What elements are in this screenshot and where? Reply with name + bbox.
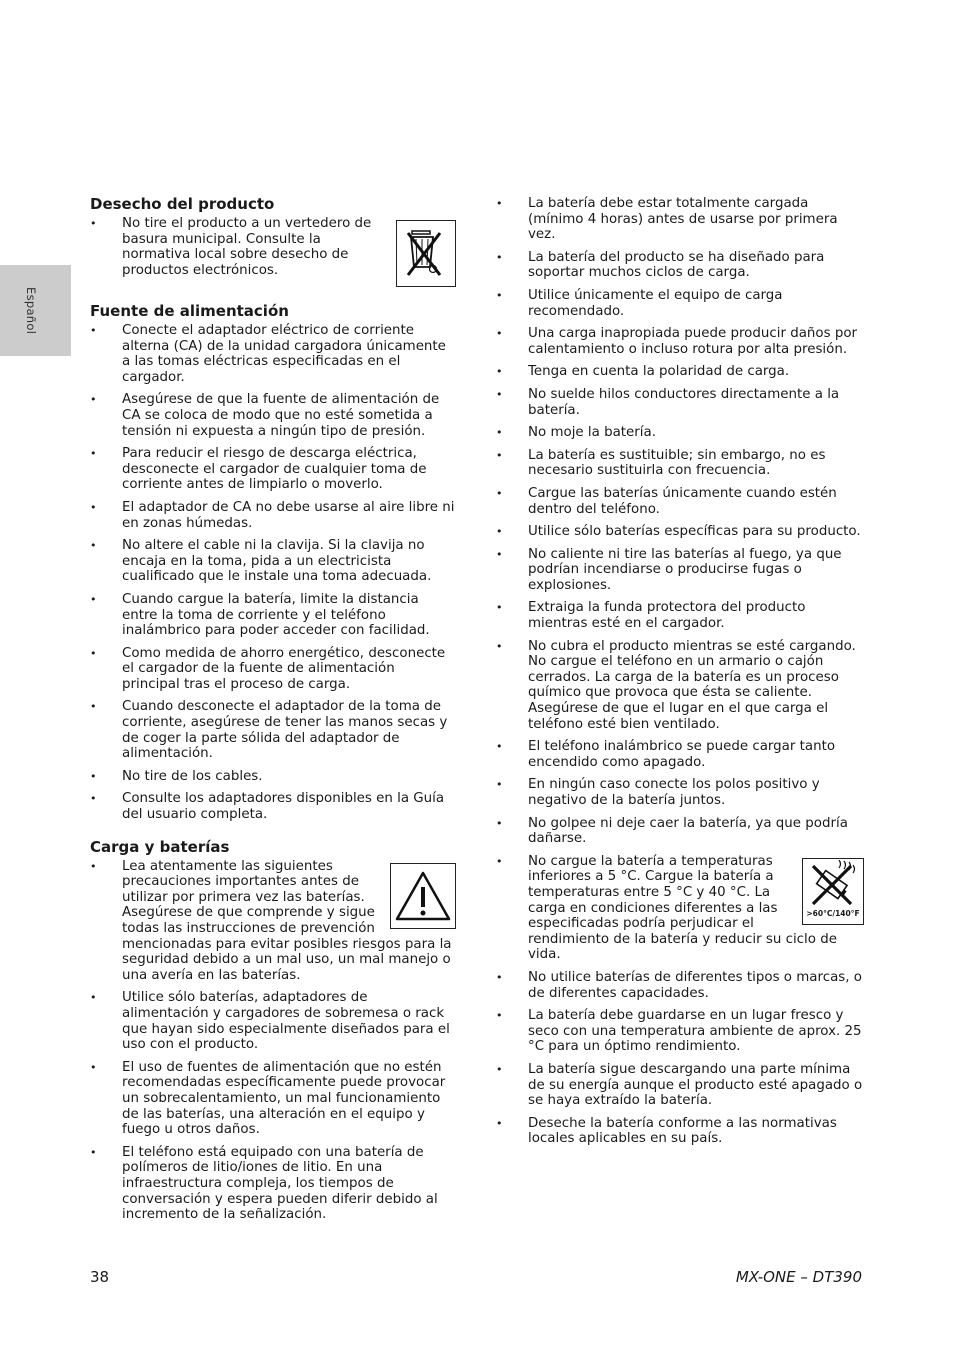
list-item-text: Utilice sólo baterías, adaptadores de alimentación y cargadores de sobremesa o rack que hayan sido especialmente diseñados para el uso con el producto.: [122, 990, 450, 1053]
list-item: [90, 699, 456, 761]
list-item-text: El teléfono inalámbrico se puede cargar tanto encendido como apagado.: [528, 739, 836, 770]
list-item: [90, 990, 456, 1052]
list-item-text: Para reducir el riesgo de descarga eléctrica, desconecte el cargador de cualquier toma de corriente antes de limpiarlo o moverlo.: [122, 446, 427, 493]
list-item-text: Cuando desconecte el adaptador de la toma de corriente, asegúrese de tener las manos secas y de coger la parte sólida del adaptador de alimentación.: [122, 699, 448, 762]
list-item: [496, 1116, 864, 1147]
list-item: [496, 326, 864, 357]
list-item-text: La batería debe estar totalmente cargada (mínimo 4 horas) antes de usarse por primera vez.: [528, 196, 838, 243]
list-item-text: La batería del producto se ha diseñado para soportar muchos ciclos de carga.: [528, 249, 825, 281]
list-item-text: La batería debe guardarse en un lugar fresco y seco con una temperatura ambiente de aprox. 25 °C para un óptimo rendimiento.: [528, 1008, 862, 1055]
list-item: [496, 1062, 864, 1109]
list-item: [90, 592, 456, 639]
list-item: [90, 323, 456, 385]
list-item-text: Utilice sólo baterías específicas para su producto.: [528, 524, 861, 540]
list-item: [496, 196, 864, 243]
list-item-text: Cuando cargue la batería, limite la distancia entre la toma de corriente y el teléfono inalámbrico para poder acceder con facilidad.: [122, 591, 430, 639]
list-item: [496, 600, 864, 631]
list-item-text: No tire el producto a un vertedero de basura municipal. Consulte la normativa local sobre desecho de productos electrónicos.: [122, 216, 372, 278]
language-tab: [0, 265, 71, 356]
list-item-text: El teléfono está equipado con una batería de polímeros de litio/iones de litio. En una infraestructura compleja, los tiempos de conversación y espera pueden diferir debido al incremento de la señalización.: [122, 1144, 438, 1223]
list-item-text: El uso de fuentes de alimentación que no estén recomendadas específicamente puede provocar un sobrecalentamiento, un mal funcionamiento de las baterías, una alteración en el equipo y fuego u otros daños.: [122, 1059, 446, 1138]
list-item-text: Deseche la batería conforme a las normativas locales aplicables en su país.: [528, 1115, 837, 1147]
list-item: [90, 500, 456, 531]
list-item-text: Extraiga la funda protectora del producto mientras esté en el cargador.: [528, 600, 806, 632]
section-title-disposal: Desecho del producto: [90, 195, 275, 213]
list-item: [496, 387, 864, 418]
list-item: [496, 777, 864, 808]
list-item-text: Lea atentamente las siguientes precauciones importantes antes de utilizar por primera vez las baterías. Asegúrese de que comprende y sigue todas las instrucciones de prevención mencionadas para evitar posibles riesgos para la seguridad debido a un mal uso, un mal manejo o una avería en las baterías.: [122, 858, 452, 983]
list-item-text: Utilice únicamente el equipo de carga recomendado.: [528, 287, 783, 319]
list-item: [90, 646, 456, 693]
list-item: [496, 524, 864, 540]
list-item: [496, 739, 864, 770]
list-item-text: No suelde hilos conductores directamente a la batería.: [528, 386, 840, 418]
list-item: [90, 791, 456, 822]
temperature-label: • >60°C/140°F: [806, 909, 860, 919]
charging-list: [90, 859, 456, 1223]
list-item: [496, 854, 864, 963]
list-item-text: No tire de los cables.: [122, 768, 263, 784]
weee-bin-icon: [396, 220, 456, 287]
list-item-text: Cargue las baterías únicamente cuando estén dentro del teléfono.: [528, 485, 837, 517]
list-item-text: Conecte el adaptador eléctrico de corriente alterna (CA) de la unidad cargadora únicamente a las tomas eléctricas especificadas en el cargador.: [122, 323, 446, 385]
page-number: 38: [90, 1268, 110, 1286]
warning-icon: [390, 863, 456, 929]
list-item-text: Consulte los adaptadores disponibles en la Guía del usuario completa.: [122, 791, 445, 823]
list-item-text: No utilice baterías de diferentes tipos o marcas, o de diferentes capacidades.: [528, 969, 862, 1001]
list-item: [496, 970, 864, 1001]
section-title-power: Fuente de alimentación: [90, 302, 289, 320]
power-list: [90, 323, 456, 823]
list-item-text: La batería sigue descargando una parte mínima de su energía aunque el producto esté apagado o se haya extraído la batería.: [528, 1061, 863, 1109]
list-item-text: La batería es sustituible; sin embargo, no es necesario sustituirla con frecuencia.: [528, 447, 826, 479]
list-item: [496, 448, 864, 479]
left-column: [90, 194, 456, 1237]
document-title: MX-ONE – DT390: [735, 1268, 862, 1286]
list-item: [90, 216, 456, 291]
list-item: [496, 425, 864, 441]
battery-list: [496, 196, 864, 1147]
list-item: [496, 486, 864, 517]
list-item-text: No golpee ni deje caer la batería, ya que podría dañarse.: [528, 815, 848, 847]
list-item: [496, 288, 864, 319]
list-item: [496, 639, 864, 733]
right-column: [496, 196, 864, 1161]
list-item: [90, 538, 456, 585]
list-item: [90, 446, 456, 493]
language-tab-label: Español: [24, 287, 38, 335]
list-item: [90, 859, 456, 984]
list-item: [90, 1145, 456, 1223]
list-item-text: En ningún caso conecte los polos positivo y negativo de la batería juntos.: [528, 777, 820, 808]
list-item: [496, 250, 864, 281]
list-item-text: Como medida de ahorro energético, desconecte el cargador de la fuente de alimentación principal tras el proceso de carga.: [122, 645, 446, 692]
list-item: [496, 816, 864, 847]
list-item: [496, 1008, 864, 1055]
no-heat-battery-icon: [802, 858, 864, 925]
list-item: [90, 392, 456, 439]
list-item-text: No altere el cable ni la clavija. Si la clavija no encaja en la toma, pida a un electricista cualificado que le instale una toma adecuada.: [122, 538, 432, 585]
list-item: [496, 364, 864, 380]
list-item: [496, 547, 864, 594]
list-item: [90, 769, 456, 785]
list-item-text: Asegúrese de que la fuente de alimentación de CA se coloca de modo que no esté sometida a tensión ni expuesta a ningún tipo de presión.: [122, 392, 440, 439]
list-item: [90, 1060, 456, 1138]
list-item-text: Una carga inapropiada puede producir daños por calentamiento o incluso rotura por alta presión.: [528, 326, 858, 357]
list-item-text: No cubra el producto mientras se esté cargando. No cargue el teléfono en un armario o cajón cerrados. La carga de la batería es un proceso químico que provoca que ésta se caliente. Asegúrese de que el lugar en el que carga el teléfono esté bien ventilado.: [528, 638, 856, 732]
list-item-text: No moje la batería.: [528, 425, 656, 441]
section-title-charging: Carga y baterías: [90, 837, 230, 856]
list-item-text: El adaptador de CA no debe usarse al aire libre ni en zonas húmedas.: [122, 499, 455, 531]
list-item-text: No cargue la batería a temperaturas inferiores a 5 °C. Cargue la batería a temperaturas entre 5 °C y 40 °C. La carga en condiciones diferentes a las especificadas podría perjudicar el rendimiento de la batería y reducir su ciclo de vida.: [528, 853, 837, 963]
list-item-text: Tenga en cuenta la polaridad de carga.: [528, 364, 790, 380]
list-item-text: No caliente ni tire las baterías al fuego, ya que podrían incendiarse o producirse fugas o explosiones.: [528, 546, 842, 593]
disposal-list: [90, 216, 456, 291]
